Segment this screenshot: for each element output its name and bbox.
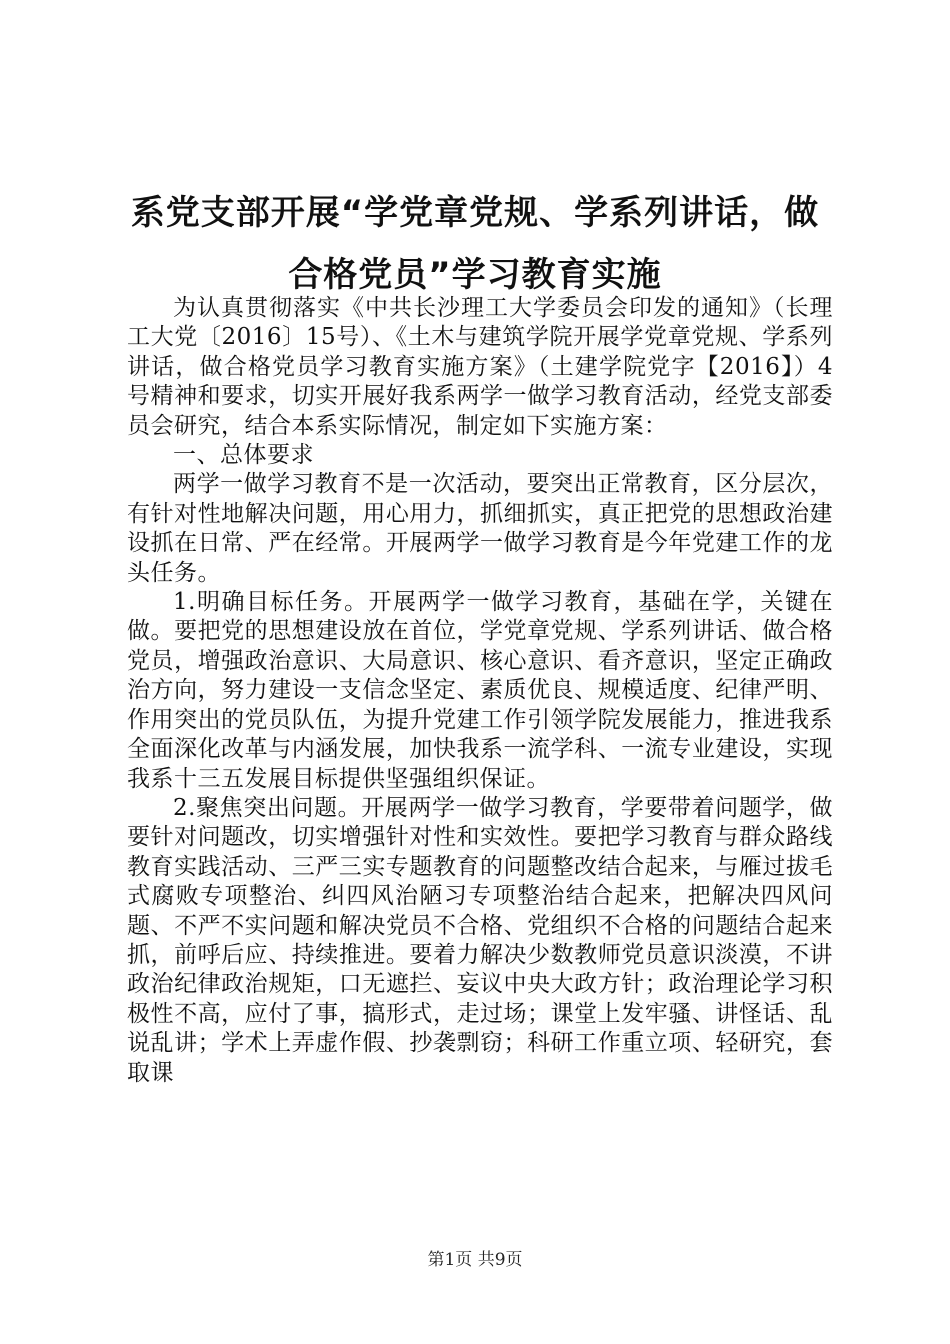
section-heading-general-requirements: 一、总体要求: [173, 442, 314, 469]
document-title: [100, 182, 850, 306]
title-line-1: 系党支部开展“学党章党规、学系列讲话，做: [130, 193, 820, 233]
document-body: [127, 294, 833, 1088]
title-line-2: 合格党员”学习教育实施: [288, 255, 662, 295]
page-number-footer: 第1页 共9页: [427, 1250, 523, 1270]
paragraph-item-1: 1.明确目标任务。开展两学一做学习教育，基础在学，关键在做。要把党的思想建设放在首位，学党章党规、学系列讲话、做合格党员，增强政治意识、大局意识、核心意识、看齐意识，坚定正确政治方向，努力建设一支信念坚定、素质优良、规模适度、纪律严明、作用突出的党员队伍，为提升党建工作引领学院发展能力，推进我系全面深化改革与内涵发展，加快我系一流学科、一流专业建设，实现我系十三五发展目标提供坚强组织保证。: [127, 589, 833, 792]
paragraph-general: 两学一做学习教育不是一次活动，要突出正常教育，区分层次，有针对性地解决问题，用心用力，抓细抓实，真正把党的思想政治建设抓在日常、严在经常。开展两学一做学习教育是今年党建工作的龙头任务。: [127, 471, 833, 586]
paragraph-intro: 为认真贯彻落实《中共长沙理工大学委员会印发的通知》（长理工大党〔2016〕15号）、《土木与建筑学院开展学党章党规、学系列讲话，做合格党员学习教育实施方案》（土建学院党字【2016】）4号精神和要求，切实开展好我系两学一做学习教育活动，经党支部委员会研究，结合本系实际情况，制定如下实施方案：: [127, 295, 833, 439]
paragraph-item-2: 2.聚焦突出问题。开展两学一做学习教育，学要带着问题学，做要针对问题改，切实增强针对性和实效性。要把学习教育与群众路线教育实践活动、三严三实专题教育的问题整改结合起来，与雁过拔毛式腐败专项整治、纠四风治陋习专项整治结合起来，把解决四风问题、不严不实问题和解决党员不合格、党组织不合格的问题结合起来抓，前呼后应、持续推进。要着力解决少数教师党员意识淡漠，不讲政治纪律政治规矩，口无遮拦、妄议中央大政方针；政治理论学习积极性不高，应付了事，搞形式，走过场；课堂上发牢骚、讲怪话、乱说乱讲；学术上弄虚作假、抄袭剽窃；科研工作重立项、轻研究，套取课: [127, 794, 833, 1086]
